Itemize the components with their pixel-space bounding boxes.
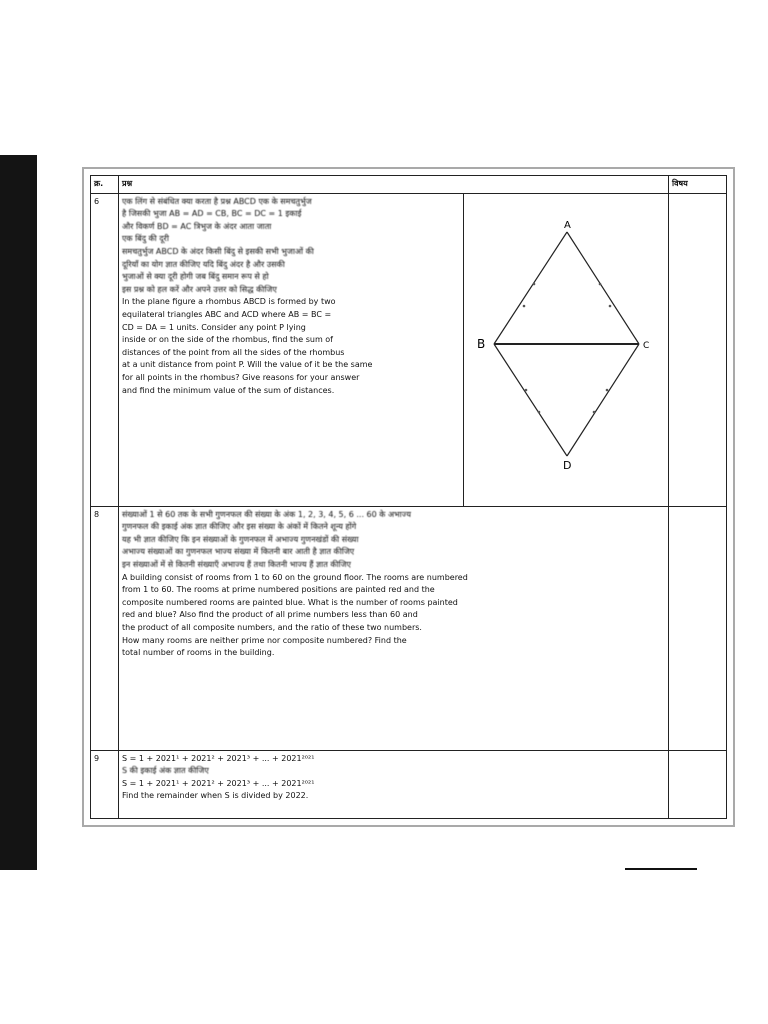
table-header-row (91, 176, 727, 194)
text-line: distances of the point from all the sides of the rhombus (122, 347, 345, 357)
left-binding-strip (0, 155, 37, 870)
text-line: दूरियाँ का योग ज्ञात कीजिए यदि बिंदु अंदर है और उसकी (122, 259, 285, 269)
text-line: गुणनफल की इकाई अंक ज्ञात कीजिए और इस संख्या के अंकों में कितने शून्य होंगे (122, 522, 357, 532)
text-line: भुजाओं से क्या दूरी होगी जब बिंदु समान रूप से हो (122, 272, 269, 282)
text-line: है जिसकी भुजा AB = AD = CB, BC = DC = 1 इकाई (122, 209, 302, 219)
text-line: यह भी ज्ञात कीजिए कि इन संख्याओं के गुणनफल में अभाज्य गुणनखंडों की संख्या (122, 534, 359, 544)
text-line: red and blue? Also find the product of all prime numbers less than 60 and (122, 610, 418, 620)
header-question: प्रश्न (119, 176, 669, 194)
question-text (119, 193, 464, 506)
text-line: the product of all composite numbers, and the ratio of these two numbers. (122, 622, 422, 632)
text-line: inside or on the side of the rhombus, find the sum of (122, 335, 333, 345)
table-row (91, 506, 727, 750)
vertex-label-d: D (563, 458, 572, 472)
side-cd (567, 344, 639, 456)
text-line: एक लिंग से संबंधित क्या करता है प्रश्न ABCD एक के समचतुर्भुज (122, 196, 312, 206)
marks-cell (669, 506, 727, 750)
text-line: total number of rooms in the building. (122, 648, 275, 658)
scanned-page (82, 167, 735, 827)
rhombus-diagram (464, 194, 669, 494)
text-line: S = 1 + 2021¹ + 2021² + 2021³ + ... + 2021²⁰²¹ (122, 778, 315, 788)
text-line: In the plane figure a rhombus ABCD is formed by two (122, 297, 336, 307)
signature-line (625, 868, 697, 870)
text-line: How many rooms are neither prime nor composite numbered? Find the (122, 635, 407, 645)
question-table (90, 175, 727, 819)
table-row (91, 193, 727, 506)
vertex-label-b: B (477, 336, 486, 351)
question-text (119, 750, 669, 818)
vertex-label-a: A (564, 219, 571, 231)
question-number: 9 (91, 750, 119, 818)
side-ab (494, 232, 567, 344)
side-ac (567, 232, 639, 344)
text-line: equilateral triangles ABC and ACD where AB = BC = (122, 309, 332, 319)
header-marks: विषय (669, 176, 727, 194)
text-line: और विकर्ण BD = AC त्रिभुज के अंदर आता जाता (122, 221, 272, 231)
side-bd (494, 344, 567, 456)
header-number: क्र. (91, 176, 119, 194)
rhombus-diagram-cell (464, 193, 669, 506)
text-line: एक बिंदु की दूरी (122, 234, 169, 244)
question-text (119, 506, 669, 750)
text-line: and find the minimum value of the sum of distances. (122, 385, 335, 395)
text-line: from 1 to 60. The rooms at prime numbered positions are painted red and the (122, 585, 435, 595)
text-line: at a unit distance from point P. Will the value of it be the same (122, 360, 373, 370)
text-line: A building consist of rooms from 1 to 60 on the ground floor. The rooms are numbered (122, 572, 468, 582)
text-line: इन संख्याओं में से कितनी संख्याएँ अभाज्य हैं तथा कितनी भाज्य हैं ज्ञात कीजिए (122, 559, 351, 569)
text-line: for all points in the rhombus? Give reasons for your answer (122, 372, 360, 382)
text-line: S की इकाई अंक ज्ञात कीजिए (122, 766, 209, 776)
question-number: 6 (91, 193, 119, 506)
marks-cell (669, 750, 727, 818)
text-line: इस प्रश्न को हल करें और अपने उत्तर को सिद्ध कीजिए (122, 284, 277, 294)
table-row (91, 750, 727, 818)
question-number: 8 (91, 506, 119, 750)
text-line: CD = DA = 1 units. Consider any point P lying (122, 322, 306, 332)
text-line: समचतुर्भुज ABCD के अंदर किसी बिंदु से इसकी सभी भुजाओं की (122, 246, 314, 256)
text-line: Find the remainder when S is divided by 2022. (122, 791, 309, 801)
text-line: संख्याओं 1 से 60 तक के सभी गुणनफल की संख्या के अंक 1, 2, 3, 4, 5, 6 ... 60 के अभाज्य (122, 509, 411, 519)
text-line: अभाज्य संख्याओं का गुणनफल भाज्य संख्या में कितनी बार आती है ज्ञात कीजिए (122, 547, 355, 557)
text-line: composite numbered rooms are painted blue. What is the number of rooms painted (122, 597, 458, 607)
marks-cell (669, 193, 727, 506)
text-line: S = 1 + 2021¹ + 2021² + 2021³ + ... + 2021²⁰²¹ (122, 753, 315, 763)
vertex-label-c: C (643, 340, 650, 351)
